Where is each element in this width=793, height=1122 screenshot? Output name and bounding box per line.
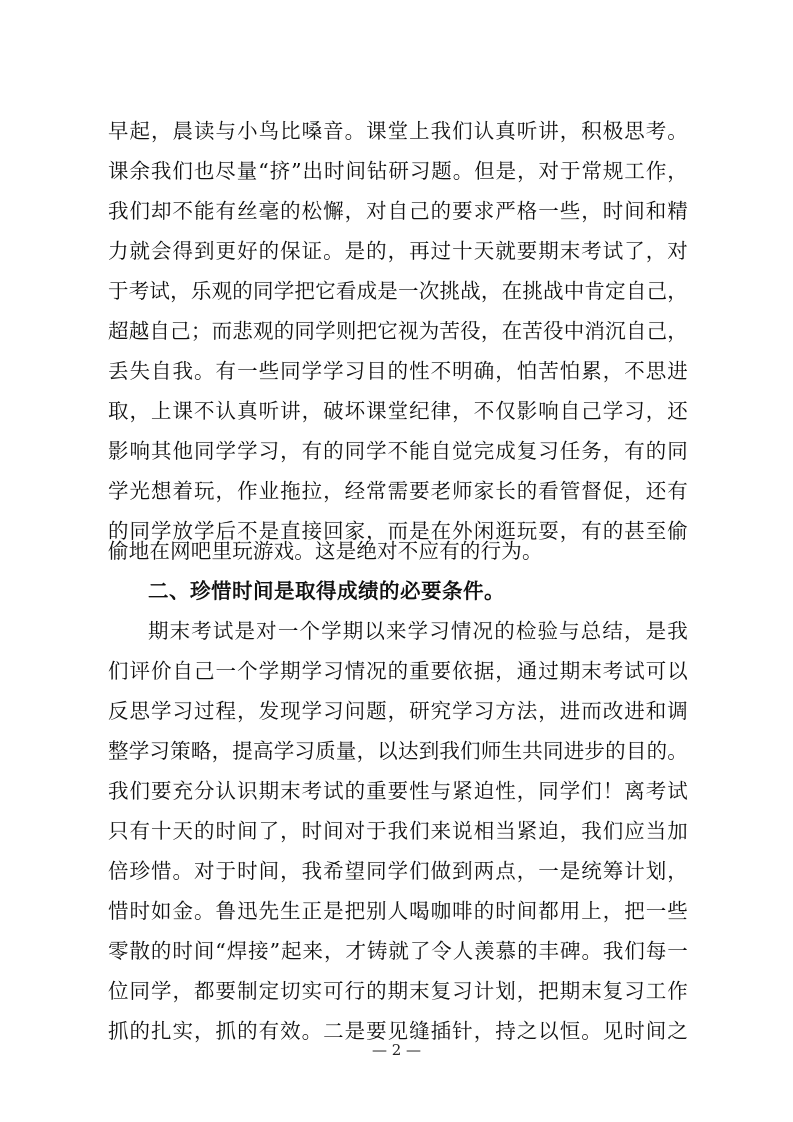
paragraph-line: 取，上课不认真听讲，破坏课堂纪律，不仅影响自己学习，还 bbox=[108, 399, 688, 423]
paragraph-line: 偷地在网吧里玩游戏。这是绝对不应有的行为。 bbox=[108, 539, 543, 563]
paragraph-line: 们评价自己一个学期学习情况的重要依据，通过期末考试可以 bbox=[108, 659, 688, 683]
paragraph-line: 早起，晨读与小鸟比嗓音。课堂上我们认真听讲，积极思考。 bbox=[108, 119, 688, 143]
paragraph-line: 力就会得到更好的保证。是的，再过十天就要期末考试了，对 bbox=[108, 239, 688, 263]
paragraph-line: 我们要充分认识期末考试的重要性与紧迫性，同学们！离考试 bbox=[108, 779, 688, 803]
section-heading: 二、珍惜时间是取得成绩的必要条件。 bbox=[148, 579, 505, 603]
paragraph-line: 于考试，乐观的同学把它看成是一次挑战，在挑战中肯定自己， bbox=[108, 279, 688, 303]
paragraph-line: 学光想着玩，作业拖拉，经常需要老师家长的看管督促，还有 bbox=[108, 479, 688, 503]
paragraph-line: 整学习策略，提高学习质量，以达到我们师生共同进步的目的。 bbox=[108, 739, 688, 763]
paragraph-line: 超越自己；而悲观的同学则把它视为苦役，在苦役中消沉自己， bbox=[108, 319, 688, 343]
paragraph-line: 我们却不能有丝毫的松懈，对自己的要求严格一些，时间和精 bbox=[108, 199, 688, 223]
paragraph-line: 期末考试是对一个学期以来学习情况的检验与总结，是我 bbox=[148, 619, 688, 643]
paragraph-line: 反思学习过程，发现学习问题，研究学习方法，进而改进和调 bbox=[108, 699, 688, 723]
paragraph-line: 倍珍惜。对于时间，我希望同学们做到两点，一是统筹计划， bbox=[108, 859, 688, 883]
page-number: — 2 — bbox=[371, 1041, 422, 1059]
paragraph-line: 的同学放学后不是直接回家，而是在外闲逛玩耍，有的甚至偷 bbox=[108, 519, 688, 543]
paragraph-line: 位同学，都要制定切实可行的期末复习计划，把期末复习工作 bbox=[108, 979, 688, 1003]
paragraph-line: 零散的时间“焊接”起来，才铸就了令人羡慕的丰碑。我们每一 bbox=[108, 939, 688, 963]
paragraph-line: 影响其他同学学习，有的同学不能自觉完成复习任务，有的同 bbox=[108, 439, 688, 463]
paragraph-line: 惜时如金。鲁迅先生正是把别人喝咖啡的时间都用上，把一些 bbox=[108, 899, 688, 923]
paragraph-line: 课余我们也尽量“挤”出时间钻研习题。但是，对于常规工作， bbox=[108, 159, 688, 183]
paragraph-line: 丢失自我。有一些同学学习目的性不明确，怕苦怕累，不思进 bbox=[108, 359, 688, 383]
paragraph-line: 只有十天的时间了，时间对于我们来说相当紧迫，我们应当加 bbox=[108, 819, 688, 843]
paragraph-line: 抓的扎实，抓的有效。二是要见缝插针，持之以恒。见时间之 bbox=[108, 1019, 688, 1043]
